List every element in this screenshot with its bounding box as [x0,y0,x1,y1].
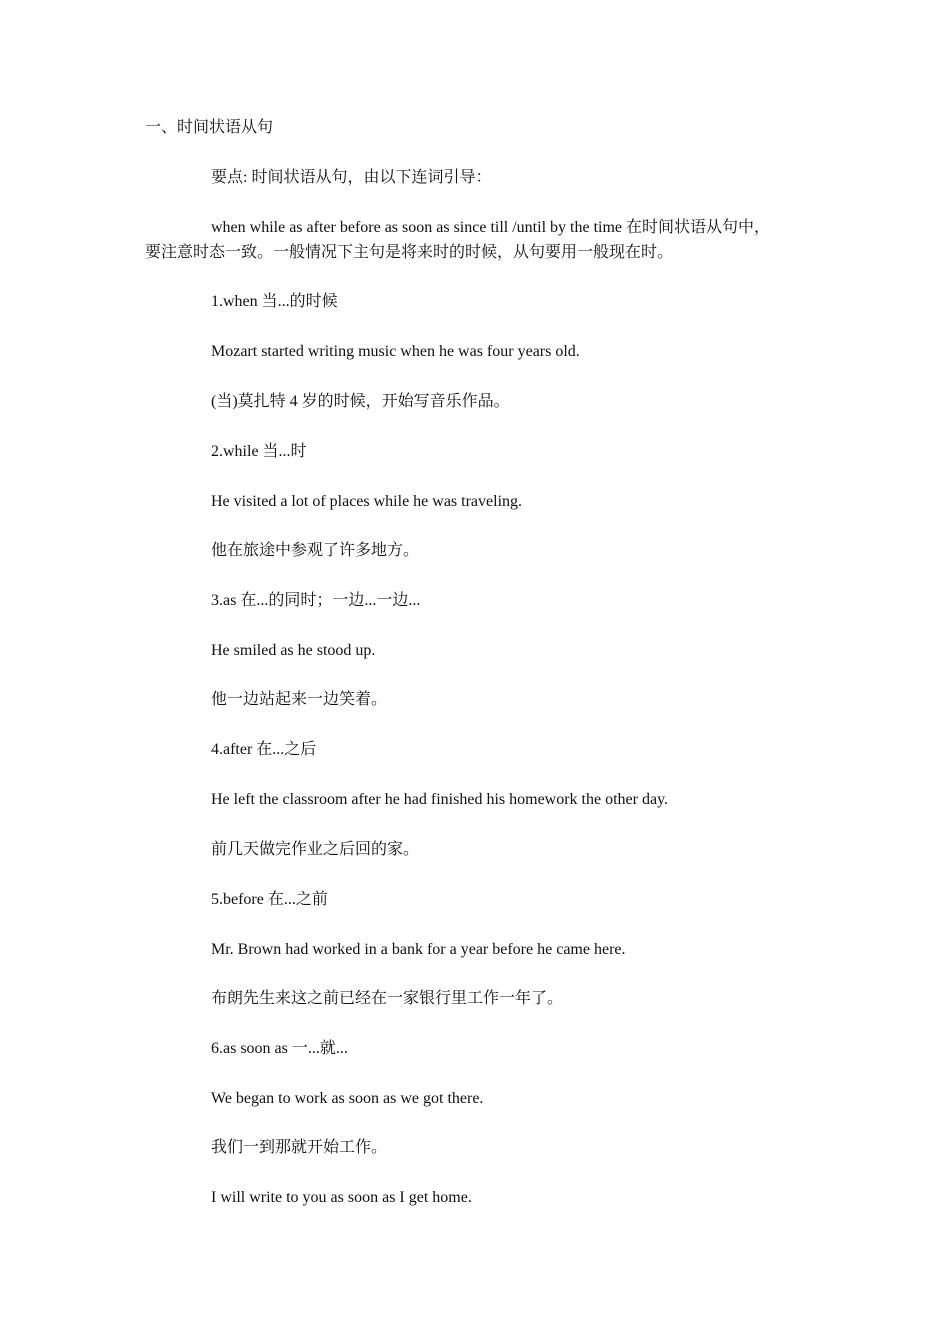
section-heading: 一、时间状语从句 [145,119,274,136]
item-example-while: He visited a lot of places while he was traveling. [211,493,523,510]
item-example-before: Mr. Brown had worked in a bank for a year before he came here. [211,941,626,958]
item-title-after: 4.after 在...之后 [211,741,317,758]
item-translation-as-soon-as: 我们一到那就开始工作。 [211,1139,388,1156]
item-example-when: Mozart started writing music when he was four years old. [211,343,580,360]
item-translation-before: 布朗先生来这之前已经在一家银行里工作一年了。 [211,990,564,1007]
item-title-before: 5.before 在...之前 [211,891,328,908]
item-title-as: 3.as 在...的同时；一边...一边... [211,592,421,609]
intro-line-1: when while as after before as soon as since till /until by the time 在时间状语从句中， [211,219,771,236]
item-title-as-soon-as: 6.as soon as 一...就... [211,1040,348,1057]
item-translation-as: 他一边站起来一边笑着。 [211,691,388,708]
item-example-as-soon-as: We began to work as soon as we got there. [211,1090,484,1107]
item-title-while: 2.while 当...时 [211,443,307,460]
item-translation-when: (当)莫扎特 4 岁的时候，开始写音乐作品。 [211,393,510,410]
key-point: 要点: 时间状语从句，由以下连词引导： [211,169,492,186]
item-example2-as-soon-as: I will write to you as soon as I get home. [211,1189,472,1206]
item-example-after: He left the classroom after he had finished his homework the other day. [211,791,669,808]
intro-line-2: 要注意时态一致。一般情况下主句是将来时的时候，从句要用一般现在时。 [145,244,674,261]
item-title-when: 1.when 当...的时候 [211,293,338,310]
item-example-as: He smiled as he stood up. [211,642,376,659]
item-translation-while: 他在旅途中参观了许多地方。 [211,542,420,559]
item-translation-after: 前几天做完作业之后回的家。 [211,841,420,858]
